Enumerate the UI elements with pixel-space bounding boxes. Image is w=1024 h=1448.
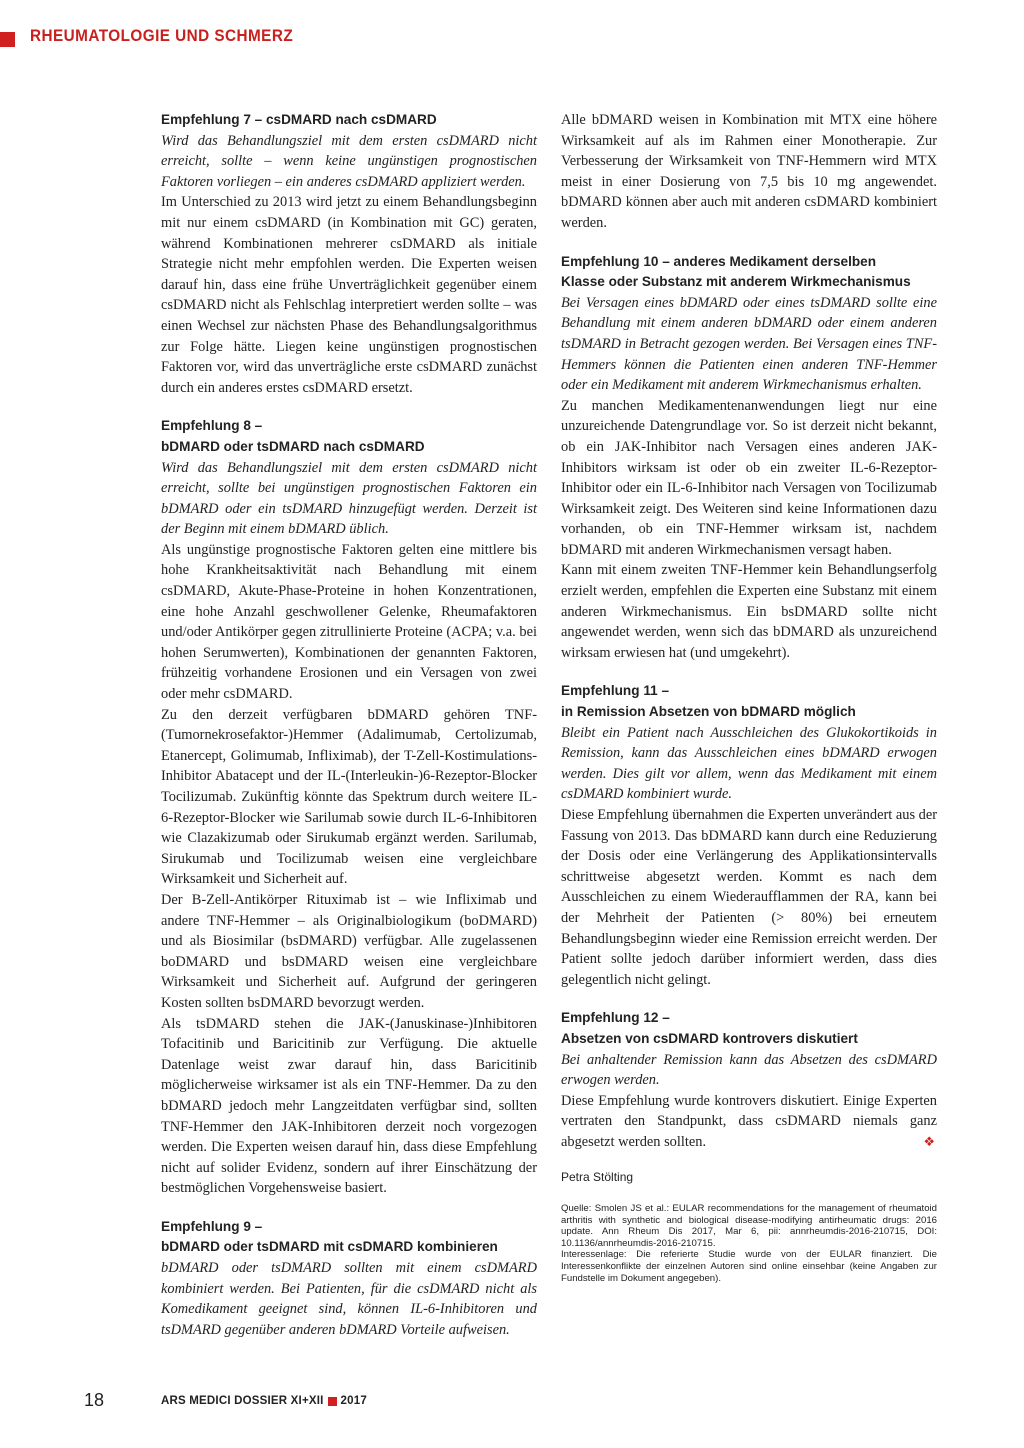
recommendation-10-heading-line1: Empfehlung 10 – anderes Medikament derselben	[561, 253, 877, 269]
recommendation-8-heading-line1: Empfehlung 8 –	[161, 418, 263, 434]
recommendation-10-intro: Bei Versagen eines bDMARD oder eines tsDMARD sollte eine Behandlung mit einem anderen bDMARD oder einem anderen tsDMARD in Betracht gezogen werden. Bei Versagen eines TNF-Hemmers können die Patienten einen anderen TNF-Hemmer oder ein Medikament mit anderem Wirkmechanismus erhalten.	[561, 294, 937, 394]
recommendation-11-heading-line1: Empfehlung 11 –	[561, 683, 670, 699]
recommendation-12-heading-line2: Absetzen von csDMARD kontrovers diskutiert	[561, 1030, 858, 1046]
recommendation-11-intro: Bleibt ein Patient nach Ausschleichen des Glukokortikoids in Remission, kann das Ausschleichen eines bDMARD erwogen werden. Dies gilt vor allem, wenn das Medikament mit einem csDMARD kombiniert wurde.	[561, 724, 937, 803]
recommendation-11-paragraph: Diese Empfehlung übernahmen die Experten unverändert aus der Fassung von 2013. Das bDMARD kann durch eine Reduzierung der Dosis oder eine Verlängerung des Applikationsintervalls schrittweise abgesetzt werden. Kommt es nach dem Ausschleichen zu einem Wiederaufflammen der RA, kann bei der Mehrheit der Patienten (> 80%) bei erneutem Behandlungsbeginn wieder eine Remission erreicht werden. Der Patient sollte jedoch darüber informiert werden, dass dies gelegentlich nicht gelingt.	[561, 807, 938, 988]
source-note: Quelle: Smolen JS et al.: EULAR recommendations for the management of rheumatoid arthritis with synthetic and biological disease-modifying antirheumatic drugs: 2016 update. Ann Rheum Dis 2017, Mar 6, pii: annrheumdis-2016-210715, DOI: 10.1136/annrheumdis-2016-210715.	[561, 1203, 937, 1249]
recommendation-9-intro: bDMARD oder tsDMARD sollten mit einem csDMARD kombiniert werden. Bei Patienten, für die csDMARD nicht als Komedikament geeignet sind, können IL-6-Inhibitoren und tsDMARD gegenüber anderen bDMARD Vorteile aufweisen.	[161, 1260, 537, 1338]
end-diamond-icon: ❖	[923, 1133, 935, 1149]
page-number: 18	[84, 1390, 105, 1410]
recommendation-8-paragraph: Als tsDMARD stehen die JAK-(Januskinase-)Inhibitoren Tofacitinib und Baricitinib zur Verfügung. Die aktuelle Datenlage weist zwar darauf hin, dass Baricitinib möglicherweise wirksamer ist als ein TNF-Hemmer. Da zu den bDMARD jedoch mehr Langzeitdaten verfügbar sind, sollten TNF-Hemmer den JAK-Inhibitoren derzeit noch vorgezogen werden. Die Experten weisen darauf hin, dass diese Empfehlung nicht auf solider Evidenz, sondern auf ihrer Einschätzung der bestmöglichen Vorgehensweise basiert.	[161, 1015, 537, 1197]
recommendation-8-paragraph: Zu den derzeit verfügbaren bDMARD gehören TNF-(Tumornekrosefaktor-)Hemmer (Adalimumab, Certolizumab, Etanercept, Golimumab, Infliximab), der T-Zell-Kostimulations-Inhibitor Abatacept und der IL-(Interleukin-)6-Rezeptor-Blocker Tocilizumab. Zukünftig könnte das Spektrum durch weitere IL-6-Rezeptor-Blocker wie Sarilumab sowie durch IL-6-Inhibitoren wie Clazakizumab oder Sirukumab ergänzt werden. Sarilumab, Sirukumab und Tocilizumab weisen eine vergleichbare Wirksamkeit und Sicherheit auf.	[161, 706, 537, 888]
recommendation-9-heading-line2: bDMARD oder tsDMARD mit csDMARD kombinieren	[161, 1239, 498, 1255]
recommendation-7-intro: Wird das Behandlungsziel mit dem ersten csDMARD nicht erreicht, sollte – wenn keine ungünstigen prognostischen Faktoren vorliegen – ein anderes csDMARD appliziert werden.	[161, 132, 537, 190]
recommendation-12-heading-line1: Empfehlung 12 –	[561, 1010, 670, 1026]
recommendation-8-heading-line2: bDMARD oder tsDMARD nach csDMARD	[161, 438, 425, 454]
recommendation-10-heading-line2: Klasse oder Substanz mit anderem Wirkmechanismus	[561, 274, 911, 290]
recommendation-7-heading: Empfehlung 7 – csDMARD nach csDMARD	[161, 112, 437, 127]
left-column	[161, 110, 537, 1340]
recommendation-10-paragraph: Zu manchen Medikamentenanwendungen liegt nur eine unzureichende Datengrundlage vor. So ist derzeit nicht bekannt, ob ein JAK-Inhibitor nach Versagen eines anderen JAK-Inhibitors wirksam ist oder ob ein zweiter IL-6-Rezeptor-Inhibitor oder ein IL-6-Inhibitor nach Versagen von Tocilizumab Wirksamkeit zeigt. Des Weiteren sind keine Informationen dazu vorhanden, ob ein TNF-Hemmer wirksam ist, nachdem bDMARD mit anderen Wirkmechanismen versagt haben.	[561, 397, 937, 558]
recommendation-9-heading-line1: Empfehlung 9 –	[161, 1218, 263, 1234]
recommendation-8-paragraph: Der B-Zell-Antikörper Rituximab ist – wie Infliximab und andere TNF-Hemmer – als Originalbiologikum (boDMARD) und als Biosimilar (bsDMARD) verfügbar. Alle zugelassenen boDMARD und bsDMARD weisen eine vergleichbare Wirksamkeit und Sicherheit auf. Aufgrund der geringeren Kosten sollten bsDMARD bevorzugt werden.	[161, 891, 537, 1011]
journal-name: ARS MEDICI DOSSIER XI+XII	[161, 1395, 324, 1407]
recommendation-12-intro: Bei anhaltender Remission kann das Absetzen des csDMARD erwogen werden.	[561, 1051, 937, 1089]
right-column	[561, 110, 937, 1284]
journal-year: 2017	[340, 1395, 367, 1407]
section-title: RHEUMATOLOGIE UND SCHMERZ	[30, 26, 294, 45]
conflict-of-interest-note: Interessenlage: Die referierte Studie wurde von der EULAR finanziert. Die Interessenkonflikte der einzelnen Autoren sind online einsehbar (keine Angaben zur Fundstelle im Dokument angegeben).	[561, 1249, 937, 1284]
recommendation-12-text: Diese Empfehlung wurde kontrovers diskutiert. Einige Experten vertraten den Standpunkt, dass csDMARD niemals ganz abgesetzt werden sollten.	[561, 1092, 937, 1150]
recommendation-12-paragraph	[561, 1091, 937, 1153]
recommendation-11-heading-line2: in Remission Absetzen von bDMARD möglich	[561, 704, 856, 720]
recommendation-10-paragraph: Kann mit einem zweiten TNF-Hemmer kein Behandlungserfolg erzielt werden, empfehlen die Experten eine Substanz mit einem anderen Wirkmechanismus. Ein bsDMARD sollte nicht angewendet werden, wenn sich das bDMARD als unzureichend wirksam erwiesen hat (und umgekehrt).	[561, 562, 937, 661]
journal-footer	[161, 1395, 367, 1407]
recommendation-9-continuation: Alle bDMARD weisen in Kombination mit MTX eine höhere Wirksamkeit auf als im Rahmen einer Monotherapie. Zur Verbesserung der Wirksamkeit von TNF-Hemmern wird MTX meist in einer Dosierung von 7,5 bis 10 mg angewendet. bDMARD können aber auch mit anderen csDMARD kombiniert werden.	[561, 112, 937, 231]
recommendation-7-body: Im Unterschied zu 2013 wird jetzt zu einem Behandlungsbeginn mit nur einem csDMARD (in Kombination mit GC) geraten, während Kombinationen mehrerer csDMARD als initiale Strategie nicht mehr empfohlen werden. Die Experten weisen darauf hin, dass eine frühe Unverträglichkeit gegenüber einem csDMARD nicht als Fehlschlag interpretiert werden sollte – was einen Wechsel zur nächsten Phase des Behandlungsalgorithmus zur Folge hätte. Liegen keine ungünstigen prognostischen Faktoren vor, wird das unverträgliche erste csDMARD zunächst durch ein anderes erstes csDMARD ersetzt.	[161, 194, 537, 396]
footer-marker	[328, 1397, 337, 1406]
recommendation-8-paragraph: Als ungünstige prognostische Faktoren gelten eine mittlere bis hohe Krankheitsaktivität nach Behandlung mit einem csDMARD, Akute-Phase-Proteine in hohen Konzentrationen, eine hohe Anzahl geschwollener Gelenke, Rheumafaktoren und/oder Antikörper gegen zitrullinierte Proteine (ACPA; v.a. bei hohen Serumwerten), Kombinationen der genannten Faktoren, frühzeitig vorhandene Erosionen und ein Versagen von zwei oder mehr csDMARD.	[161, 541, 537, 703]
section-marker	[0, 32, 15, 47]
recommendation-8-intro: Wird das Behandlungsziel mit dem ersten csDMARD nicht erreicht, sollte bei ungünstigen prognostischen Faktoren ein bDMARD oder ein tsDMARD hinzugefügt werden. Derzeit ist der Beginn mit einem bDMARD üblich.	[161, 459, 537, 538]
author-name: Petra Stölting	[561, 1169, 634, 1184]
